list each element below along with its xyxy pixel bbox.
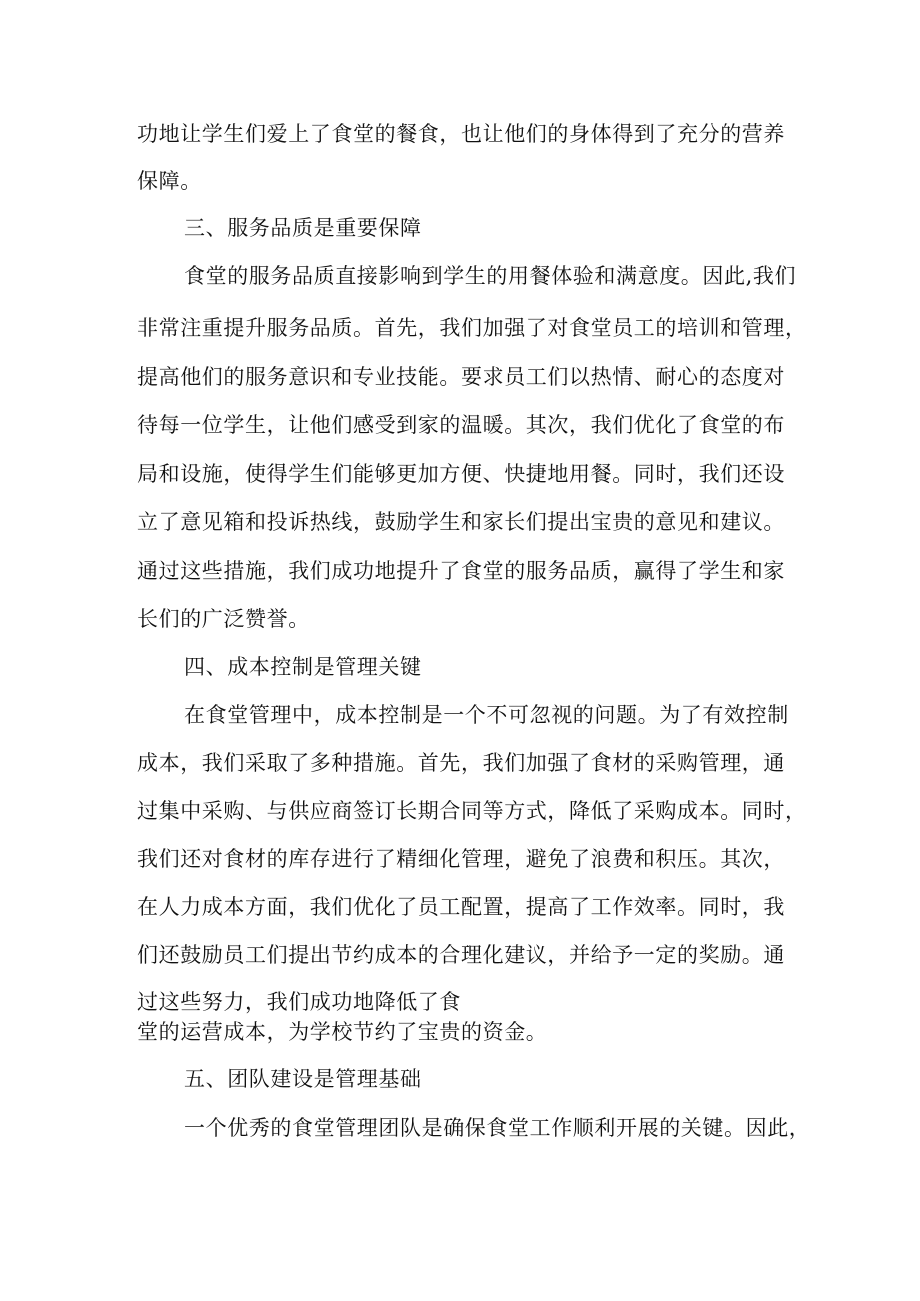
paragraph-line: 通过这些措施，我们成功地提升了食堂的服务品质，赢得了学生和家 <box>137 559 785 583</box>
paragraph-line: 保障。 <box>137 169 202 193</box>
paragraph-line: 待每一位学生，让他们感受到家的温暖。其次，我们优化了食堂的布 <box>137 413 785 437</box>
paragraph-line: 在人力成本方面，我们优化了员工配置，提高了工作效率。同时，我 <box>137 895 785 919</box>
paragraph-line: 一个优秀的食堂管理团队是确保食堂工作顺利开展的关键。因此， <box>184 1116 811 1140</box>
section-heading-4: 四、成本控制是管理关键 <box>184 655 422 679</box>
section-heading-5: 五、团队建设是管理基础 <box>184 1067 422 1091</box>
paragraph-line: 我们还对食材的库存进行了精细化管理，避免了浪费和积压。其次， <box>137 847 785 871</box>
paragraph-line: 立了意见箱和投诉热线，鼓励学生和家长们提出宝贵的意见和建议。 <box>137 510 785 534</box>
paragraph-line: 非常注重提升服务品质。首先，我们加强了对食堂员工的培训和管理， <box>137 316 807 340</box>
paragraph-line: 食堂的服务品质直接影响到学生的用餐体验和满意度。因此,我们 <box>184 264 797 288</box>
paragraph-line: 局和设施，使得学生们能够更加方便、快捷地用餐。同时，我们还设 <box>137 462 785 486</box>
paragraph-line: 提高他们的服务意识和专业技能。要求员工们以热情、耐心的态度对 <box>137 365 785 389</box>
paragraph-line: 在食堂管理中，成本控制是一个不可忽视的问题。为了有效控制 <box>184 703 789 727</box>
paragraph-line: 过集中采购、与供应商签订长期合同等方式，降低了采购成本。同时， <box>137 799 807 823</box>
paragraph-line: 过这些努力，我们成功地降低了食 <box>137 990 461 1014</box>
paragraph-line: 成本，我们采取了多种措施。首先，我们加强了食材的采购管理，通 <box>137 751 785 775</box>
paragraph-line: 堂的运营成本，为学校节约了宝贵的资金。 <box>137 1020 548 1044</box>
paragraph-line: 们还鼓励员工们提出节约成本的合理化建议，并给予一定的奖励。通 <box>137 943 785 967</box>
section-heading-3: 三、服务品质是重要保障 <box>184 216 422 240</box>
paragraph-line: 长们的广泛赞誉。 <box>137 607 310 631</box>
paragraph-line: 功地让学生们爱上了食堂的餐食，也让他们的身体得到了充分的营养 <box>137 122 785 146</box>
